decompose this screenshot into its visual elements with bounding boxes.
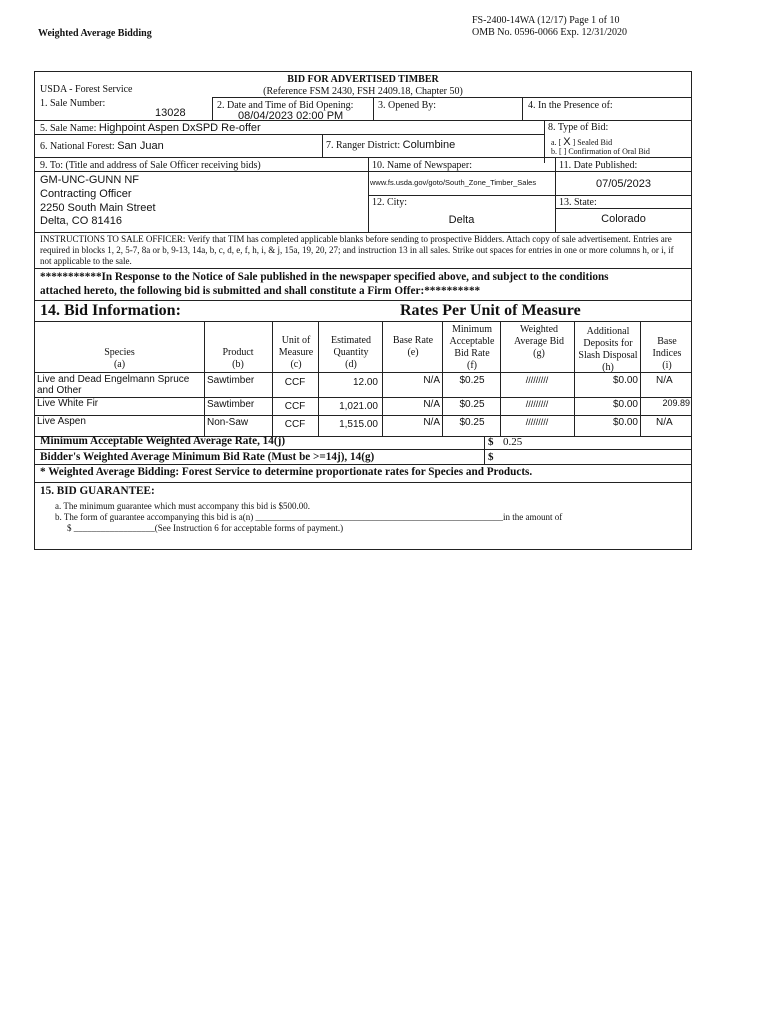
cell-deposits[interactable]: $0.00 [612, 375, 638, 386]
agency: USDA - Forest Service [40, 84, 133, 95]
col-divider [382, 321, 383, 437]
cell-indices[interactable]: N/A [656, 417, 673, 428]
address-line: 2250 South Main Street [40, 202, 156, 214]
col-header-quantity: Estimated Quantity (d) [331, 335, 371, 370]
guarantee-line-c[interactable]: $ __________________(See Instruction 6 for acceptable forms of payment.) [67, 523, 344, 533]
cell-unit: CCF [284, 377, 306, 388]
reference: (Reference FSM 2430, FSH 2409.18, Chapter 50) [263, 86, 463, 97]
address-line: GM-UNC-GUNN NF [40, 174, 139, 186]
col-header-product: Product (b) [222, 347, 254, 370]
state-value[interactable]: Colorado [601, 213, 646, 225]
bidder-rate-input[interactable] [500, 450, 685, 463]
col-header-unit: Unit of Measure (c) [278, 335, 314, 370]
divider [373, 97, 374, 120]
divider [35, 157, 692, 158]
divider [522, 97, 523, 120]
ranger-district-label: 7. Ranger District: [326, 140, 401, 151]
cell-product: Sawtimber [207, 399, 255, 410]
cell-deposits[interactable]: $0.00 [612, 417, 638, 428]
cell-quantity[interactable]: 1,515.00 [339, 419, 378, 430]
national-forest-value[interactable]: San Juan [117, 140, 164, 152]
firm-offer-line1: ***********In Response to the Notice of Sale published in the newspaper specified above, and subject to the conditions [40, 271, 609, 283]
divider [35, 397, 692, 398]
city-label: 12. City: [372, 197, 408, 208]
form-id: FS-2400-14WA (12/17) Page 1 of 10 [472, 15, 620, 26]
divider [35, 372, 692, 373]
omb-number: OMB No. 0596-0066 Exp. 12/31/2020 [472, 27, 627, 38]
col-divider [574, 321, 575, 437]
state-label: 13. State: [559, 197, 597, 208]
bid-info-title: 14. Bid Information: [40, 302, 181, 319]
divider [35, 415, 692, 416]
date-published-label: 11. Date Published: [559, 160, 638, 171]
divider [35, 171, 692, 172]
cell-min-rate[interactable]: $0.25 [459, 375, 485, 386]
form-title: Weighted Average Bidding [38, 28, 152, 39]
col-divider [442, 321, 443, 437]
to-label: 9. To: (Title and address of Sale Officer receiving bids) [40, 160, 261, 171]
sale-number-value[interactable]: 13028 [155, 107, 186, 119]
guarantee-title: 15. BID GUARANTEE: [40, 485, 155, 497]
weighted-bidding-note: * Weighted Average Bidding: Forest Service to determine proportionate rates for Species and Products. [40, 466, 533, 478]
sale-name-label: 5. Sale Name: [40, 123, 97, 134]
col-divider [204, 321, 205, 437]
col-header-base-rate: Base Rate (e) [392, 335, 434, 358]
cell-species: Live and Dead Engelmann Spruce and Other [37, 374, 190, 396]
date-published-value[interactable]: 07/05/2023 [595, 178, 652, 190]
cell-base-rate[interactable]: N/A [423, 399, 440, 410]
divider [555, 208, 692, 209]
divider [35, 321, 692, 322]
firm-offer-line2: attached hereto, the following bid is submitted and shall constitute a Firm Offer:********** [40, 285, 481, 297]
divider [212, 97, 213, 120]
col-header-weighted: Weighted Average Bid (g) [513, 324, 565, 359]
guarantee-line-a: a. The minimum guarantee which must accompany this bid is $500.00. [55, 501, 311, 511]
divider [484, 436, 485, 464]
col-divider [318, 321, 319, 437]
col-header-deposits: Additional Deposits for Slash Disposal (h) [578, 326, 638, 373]
rates-title: Rates Per Unit of Measure [400, 302, 581, 319]
instructions: INSTRUCTIONS TO SALE OFFICER: Verify that TIM has completed applicable blanks before sending to prospective Bidders. Attach copy of sale advertisement. Entries are required in blocks 1, 2, 5-7, 8a or b, 9-13, 14a, b, c, d, e, f, h, i, & j, 15a, 19, 20, 27; and instruction 13 in all sales. Strike out spaces for entries in one or more columns h, or i, if not applicable to the sale. [40, 234, 674, 266]
cell-product: Non-Saw [207, 417, 249, 428]
cell-species: Live Aspen [37, 416, 86, 427]
cell-weighted[interactable]: ///////// [525, 399, 549, 409]
divider [212, 97, 692, 98]
cell-indices[interactable]: N/A [656, 375, 673, 386]
ranger-district-value[interactable]: Columbine [402, 139, 456, 151]
cell-deposits[interactable]: $0.00 [612, 399, 638, 410]
sale-name-value[interactable]: Highpoint Aspen DxSPD Re-offer [98, 122, 261, 134]
cell-species: Live White Fir [37, 398, 99, 409]
city-value[interactable]: Delta [448, 214, 475, 226]
address-line: Delta, CO 81416 [40, 215, 122, 227]
cell-quantity[interactable]: 12.00 [352, 377, 378, 388]
col-header-min-rate: Minimum Acceptable Bid Rate (f) [449, 324, 495, 371]
bidder-rate-currency: $ [488, 451, 494, 463]
bid-date-value[interactable]: 08/04/2023 02:00 PM [238, 110, 344, 122]
cell-weighted[interactable]: ///////// [525, 417, 549, 427]
sale-number-label: 1. Sale Number: [40, 98, 106, 109]
min-rate-value: 0.25 [503, 436, 523, 448]
cell-min-rate[interactable]: $0.25 [459, 399, 485, 410]
bid-title: BID FOR ADVERTISED TIMBER [287, 74, 439, 85]
cell-unit: CCF [284, 401, 306, 412]
cell-weighted[interactable]: ///////// [525, 375, 549, 385]
divider [368, 195, 692, 196]
divider [35, 268, 692, 269]
col-divider [640, 321, 641, 437]
guarantee-line-b[interactable]: b. The form of guarantee accompanying this bid is a(n) _______________________________________________________in the amount of [55, 512, 563, 522]
cell-base-rate[interactable]: N/A [423, 375, 440, 386]
bidder-rate-label: Bidder's Weighted Average Minimum Bid Rate (Must be >=14j), 14(g) [40, 451, 375, 463]
col-header-indices: Base Indices (i) [652, 336, 682, 371]
newspaper-label: 10. Name of Newspaper: [372, 160, 472, 171]
oral-bid-option[interactable]: b. [ ] Confirmation of Oral Bid [551, 147, 650, 156]
divider [35, 482, 692, 483]
cell-base-rate[interactable]: N/A [423, 417, 440, 428]
cell-min-rate[interactable]: $0.25 [459, 417, 485, 428]
min-rate-label: Minimum Acceptable Weighted Average Rate, 14(j) [40, 435, 286, 447]
newspaper-value[interactable]: www.fs.usda.gov/goto/South_Zone_Timber_Sales [370, 178, 537, 187]
divider [35, 134, 544, 135]
divider [35, 120, 692, 121]
type-of-bid-label: 8. Type of Bid: [548, 122, 609, 133]
bid-date-label: 2. Date and Time of Bid Opening: [217, 100, 354, 111]
divider [322, 134, 323, 157]
cell-quantity[interactable]: 1,021.00 [339, 401, 378, 412]
cell-indices[interactable]: 209.89 [662, 398, 690, 408]
min-rate-currency: $ [488, 436, 494, 448]
cell-unit: CCF [284, 419, 306, 430]
sealed-bid-check: X [563, 136, 571, 148]
cell-product: Sawtimber [207, 375, 255, 386]
opened-by-label: 3. Opened By: [378, 100, 437, 111]
col-header-species: Species (a) [104, 347, 135, 370]
divider [35, 300, 692, 301]
address-line: Contracting Officer [40, 188, 132, 200]
sealed-bid-option[interactable]: a. [ X ] Sealed Bid [551, 136, 613, 148]
presence-label: 4. In the Presence of: [528, 100, 613, 111]
national-forest-label: 6. National Forest: [40, 141, 115, 152]
divider [35, 464, 692, 465]
